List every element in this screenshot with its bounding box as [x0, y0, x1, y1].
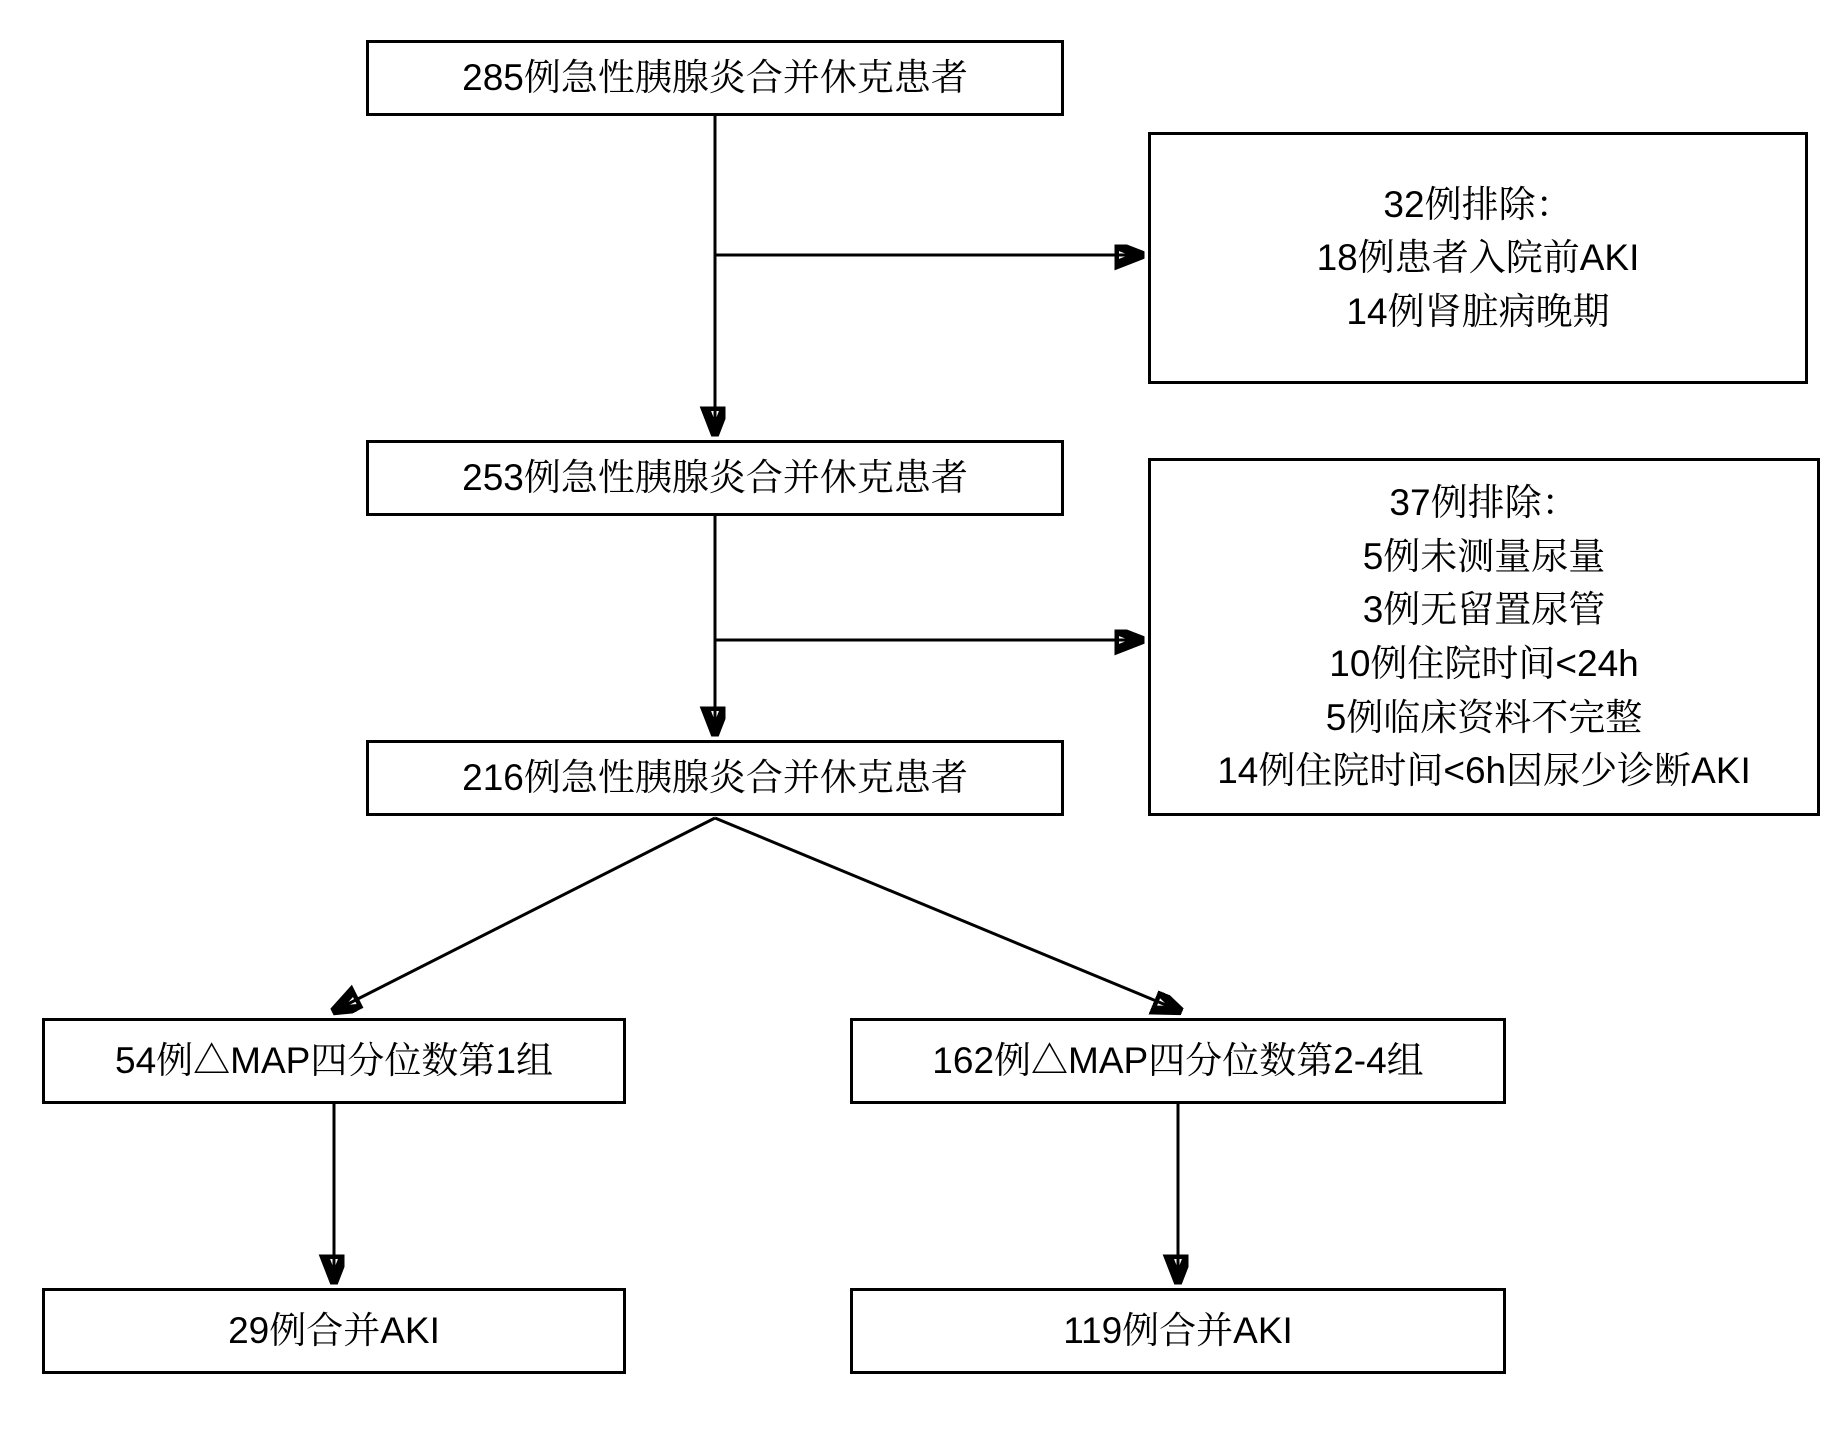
node-initial-label: 285例急性胰腺炎合并休克患者 — [462, 57, 968, 99]
node-after-second-label: 216例急性胰腺炎合并休克患者 — [462, 757, 968, 799]
node-cohort-after-second-exclusion — [366, 740, 1064, 816]
node-cohort-after-first-exclusion — [366, 440, 1064, 516]
aki-outcome-group-1-label: 29例合并AKI — [228, 1310, 440, 1352]
exclusion-second-line-3: 3例无留置尿管 — [1362, 589, 1606, 631]
node-after-first-label: 253例急性胰腺炎合并休克患者 — [462, 457, 968, 499]
node-initial-cohort — [366, 40, 1064, 116]
node-exclusion-second — [1148, 458, 1820, 816]
exclusion-second-line-2: 5例未测量尿量 — [1362, 535, 1606, 577]
exclusion-second-line-6: 14例住院时间<6h因尿少诊断AKI — [1217, 750, 1751, 792]
exclusion-second-line-1: 37例排除： — [1389, 482, 1579, 524]
exclusion-first-line-2: 18例患者入院前AKI — [1316, 237, 1640, 279]
group-quartile-1-label: 54例△MAP四分位数第1组 — [115, 1040, 553, 1082]
node-group-quartile-2-4 — [850, 1018, 1506, 1104]
aki-outcome-group-2-4-label: 119例合并AKI — [1063, 1310, 1293, 1352]
exclusion-first-line-1: 32例排除： — [1383, 183, 1573, 225]
node-exclusion-first — [1148, 132, 1808, 384]
exclusion-second-line-4: 10例住院时间<24h — [1329, 643, 1639, 684]
node-aki-outcome-group-2-4 — [850, 1288, 1506, 1374]
exclusion-second-line-5: 5例临床资料不完整 — [1325, 696, 1643, 738]
node-aki-outcome-group-1 — [42, 1288, 626, 1374]
exclusion-first-line-3: 14例肾脏病晚期 — [1346, 290, 1610, 332]
group-quartile-2-4-label: 162例△MAP四分位数第2-4组 — [932, 1040, 1424, 1082]
node-group-quartile-1 — [42, 1018, 626, 1104]
